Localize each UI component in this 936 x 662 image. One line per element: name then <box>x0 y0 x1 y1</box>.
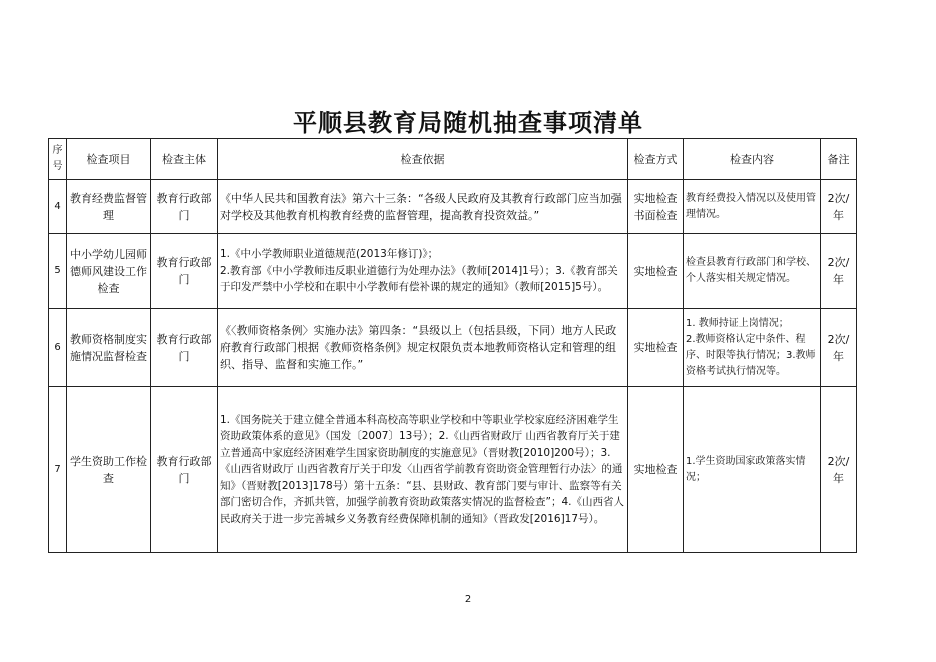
row-subject: 教育行政部门 <box>151 309 218 387</box>
row-remark: 2次/年 <box>821 234 857 309</box>
row-basis: 《〈教师资格条例〉实施办法》第四条：“县级以上（包括县级，下同）地方人民政府教育行政部门根据《教师资格条例》规定权限负责本地教师资格认定和管理的组织、指导、监督和实施工作。” <box>218 309 628 387</box>
row-remark: 2次/年 <box>821 309 857 387</box>
row-basis: 《中华人民共和国教育法》第六十三条：“各级人民政府及其教育行政部门应当加强对学校及其他教育机构教育经费的监督管理，提高教育投资效益。” <box>218 180 628 234</box>
row-method: 实地检查 <box>628 387 684 553</box>
row-method: 实地检查 <box>628 234 684 309</box>
header-seq: 序号 <box>49 139 67 180</box>
header-content: 检查内容 <box>684 139 821 180</box>
row-method: 实地检查 <box>628 309 684 387</box>
row-item: 中小学幼儿园师德师风建设工作检查 <box>67 234 151 309</box>
row-item: 教师资格制度实施情况监督检查 <box>67 309 151 387</box>
row-seq: 7 <box>49 387 67 553</box>
table-row <box>49 234 857 309</box>
row-content: 教育经费投入情况以及使用管理情况。 <box>684 180 821 234</box>
table-row <box>49 309 857 387</box>
page-number: 2 <box>464 594 472 605</box>
page-title: 平顺县教育局随机抽查事项清单 <box>293 109 643 137</box>
row-content: 1. 教师持证上岗情况； 2.教师资格认定中条件、程序、时限等执行情况；3.教师资格考试执行情况等。 <box>684 309 821 387</box>
row-remark: 2次/年 <box>821 180 857 234</box>
row-content: 1.学生资助国家政策落实情况； <box>684 387 821 553</box>
header-method: 检查方式 <box>628 139 684 180</box>
header-basis: 检查依据 <box>218 139 628 180</box>
header-row <box>49 139 857 180</box>
header-remark: 备注 <box>821 139 857 180</box>
row-item: 学生资助工作检查 <box>67 387 151 553</box>
table-row <box>49 180 857 234</box>
row-subject: 教育行政部门 <box>151 387 218 553</box>
row-seq: 5 <box>49 234 67 309</box>
row-remark: 2次/年 <box>821 387 857 553</box>
row-item: 教育经费监督管理 <box>67 180 151 234</box>
row-seq: 6 <box>49 309 67 387</box>
header-subject: 检查主体 <box>151 139 218 180</box>
header-item: 检查项目 <box>67 139 151 180</box>
row-method: 实地检查书面检查 <box>628 180 684 234</box>
row-basis: 1.《中小学教师职业道德规范(2013年修订)》； 2.教育部《中小学教师违反职业道德行为处理办法》（教师[2014]1号）；3.《教育部关于印发严禁中小学校和在职中小学教师有偿补课的规定的通知》（教师[2015]5号）。 <box>218 234 628 309</box>
row-content: 检查县教育行政部门和学校、个人落实相关规定情况。 <box>684 234 821 309</box>
row-subject: 教育行政部门 <box>151 234 218 309</box>
row-basis: 1.《国务院关于建立健全普通本科高校高等职业学校和中等职业学校家庭经济困难学生资助政策体系的意见》（国发〔2007〕13号）；2.《山西省财政厅 山西省教育厅关于建立普通高中家庭经济困难学生国家资助制度的实施意见》（晋财教[2010]200号）；3.《山西省财政厅 山西省教育厅关于印发〈山西省学前教育资助资金管理暂行办法〉的通知》（晋财教[2013]178号）第十五条：“县、县财政、教育部门要与审计、监察等有关部门密切合作，齐抓共管，加强学前教育资助政策落实情况的监督检查”；4.《山西省人民政府关于进一步完善城乡义务教育经费保障机制的通知》（晋政发[2016]17号）。 <box>218 387 628 553</box>
table-row <box>49 387 857 553</box>
inspection-table <box>48 138 857 553</box>
row-subject: 教育行政部门 <box>151 180 218 234</box>
row-seq: 4 <box>49 180 67 234</box>
